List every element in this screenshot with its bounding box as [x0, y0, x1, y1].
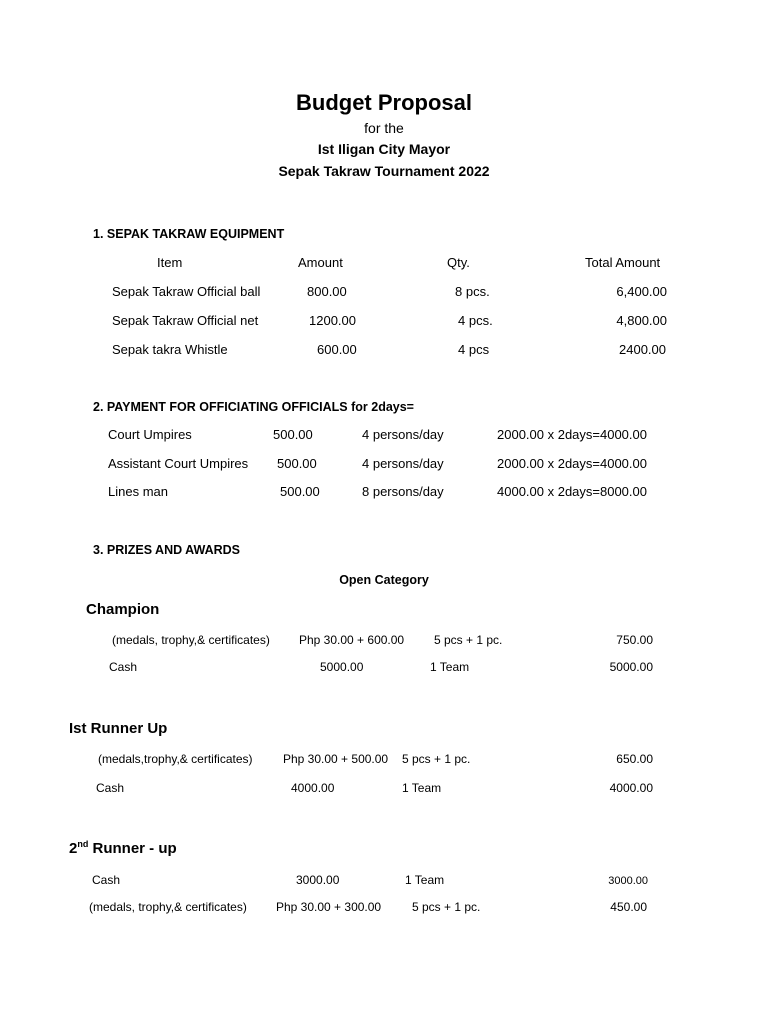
prize-amount: Php 30.00 + 600.00 [299, 633, 405, 647]
prize-amount: Php 30.00 + 500.00 [283, 752, 389, 766]
prize-amount: 5000.00 [320, 660, 364, 674]
prize-item: Cash [96, 781, 125, 795]
prize-total: 750.00 [616, 633, 653, 647]
official-role: Court Umpires [108, 427, 192, 442]
official-persons: 4 persons/day [362, 427, 444, 442]
official-rate: 500.00 [273, 427, 313, 442]
official-total: 4000.00 x 2days=8000.00 [497, 484, 647, 499]
section-2-heading: 2. PAYMENT FOR OFFICIATING OFFICIALS for 2days= [93, 400, 414, 414]
first-runner-up-heading: Ist Runner Up [69, 720, 168, 737]
column-header-amount: Amount [298, 255, 343, 270]
column-header-item: Item [157, 255, 183, 270]
prize-total: 450.00 [610, 900, 647, 914]
second-runner-up-label: Runner - up [88, 840, 177, 857]
equipment-item: Sepak Takraw Official ball [112, 284, 261, 299]
for-line: for the [364, 120, 404, 136]
official-persons: 4 persons/day [362, 456, 444, 471]
prize-qty: 1 Team [402, 781, 442, 795]
prize-qty: 5 pcs + 1 pc. [412, 900, 481, 914]
prize-total: 4000.00 [609, 781, 653, 795]
prize-qty: 1 Team [430, 660, 470, 674]
prize-amount: 3000.00 [296, 873, 340, 887]
prize-item: Cash [109, 660, 138, 674]
prize-item: Cash [92, 873, 121, 887]
official-rate: 500.00 [277, 456, 317, 471]
equipment-total: 6,400.00 [616, 284, 667, 299]
open-category-heading: Open Category [339, 573, 429, 587]
column-header-qty: Qty. [447, 255, 470, 270]
equipment-qty: 4 pcs [458, 342, 490, 357]
prize-item: (medals, trophy,& certificates) [112, 633, 270, 647]
equipment-total: 2400.00 [619, 342, 666, 357]
prize-qty: 1 Team [405, 873, 445, 887]
equipment-amount: 800.00 [307, 284, 347, 299]
equipment-qty: 8 pcs. [455, 284, 490, 299]
second-runner-up-suffix: nd [77, 839, 89, 849]
prize-total: 650.00 [616, 752, 653, 766]
equipment-amount: 1200.00 [309, 313, 356, 328]
champion-heading: Champion [86, 601, 160, 618]
equipment-qty: 4 pcs. [458, 313, 493, 328]
official-total: 2000.00 x 2days=4000.00 [497, 427, 647, 442]
official-total: 2000.00 x 2days=4000.00 [497, 456, 647, 471]
event-line-1: Ist Iligan City Mayor [317, 141, 451, 157]
section-3-heading: 3. PRIZES AND AWARDS [93, 543, 241, 557]
prize-amount: 4000.00 [291, 781, 335, 795]
document-title: Budget Proposal [295, 90, 473, 115]
official-role: Lines man [108, 484, 168, 499]
official-persons: 8 persons/day [362, 484, 444, 499]
prize-qty: 5 pcs + 1 pc. [434, 633, 503, 647]
column-header-total: Total Amount [585, 255, 661, 270]
official-rate: 500.00 [280, 484, 320, 499]
official-role: Assistant Court Umpires [108, 456, 249, 471]
prize-item: (medals, trophy,& certificates) [89, 900, 247, 914]
equipment-amount: 600.00 [317, 342, 357, 357]
prize-amount: Php 30.00 + 300.00 [276, 900, 382, 914]
equipment-total: 4,800.00 [616, 313, 667, 328]
equipment-item: Sepak takra Whistle [112, 342, 228, 357]
prize-total: 3000.00 [608, 875, 648, 887]
event-line-2: Sepak Takraw Tournament 2022 [278, 163, 490, 179]
prize-qty: 5 pcs + 1 pc. [402, 752, 471, 766]
section-1-heading: 1. SEPAK TAKRAW EQUIPMENT [93, 227, 285, 241]
second-runner-up-heading [69, 840, 177, 858]
equipment-item: Sepak Takraw Official net [112, 313, 259, 328]
prize-item: (medals,trophy,& certificates) [98, 752, 253, 766]
second-runner-up-num: 2 [69, 840, 78, 857]
prize-total: 5000.00 [609, 660, 653, 674]
